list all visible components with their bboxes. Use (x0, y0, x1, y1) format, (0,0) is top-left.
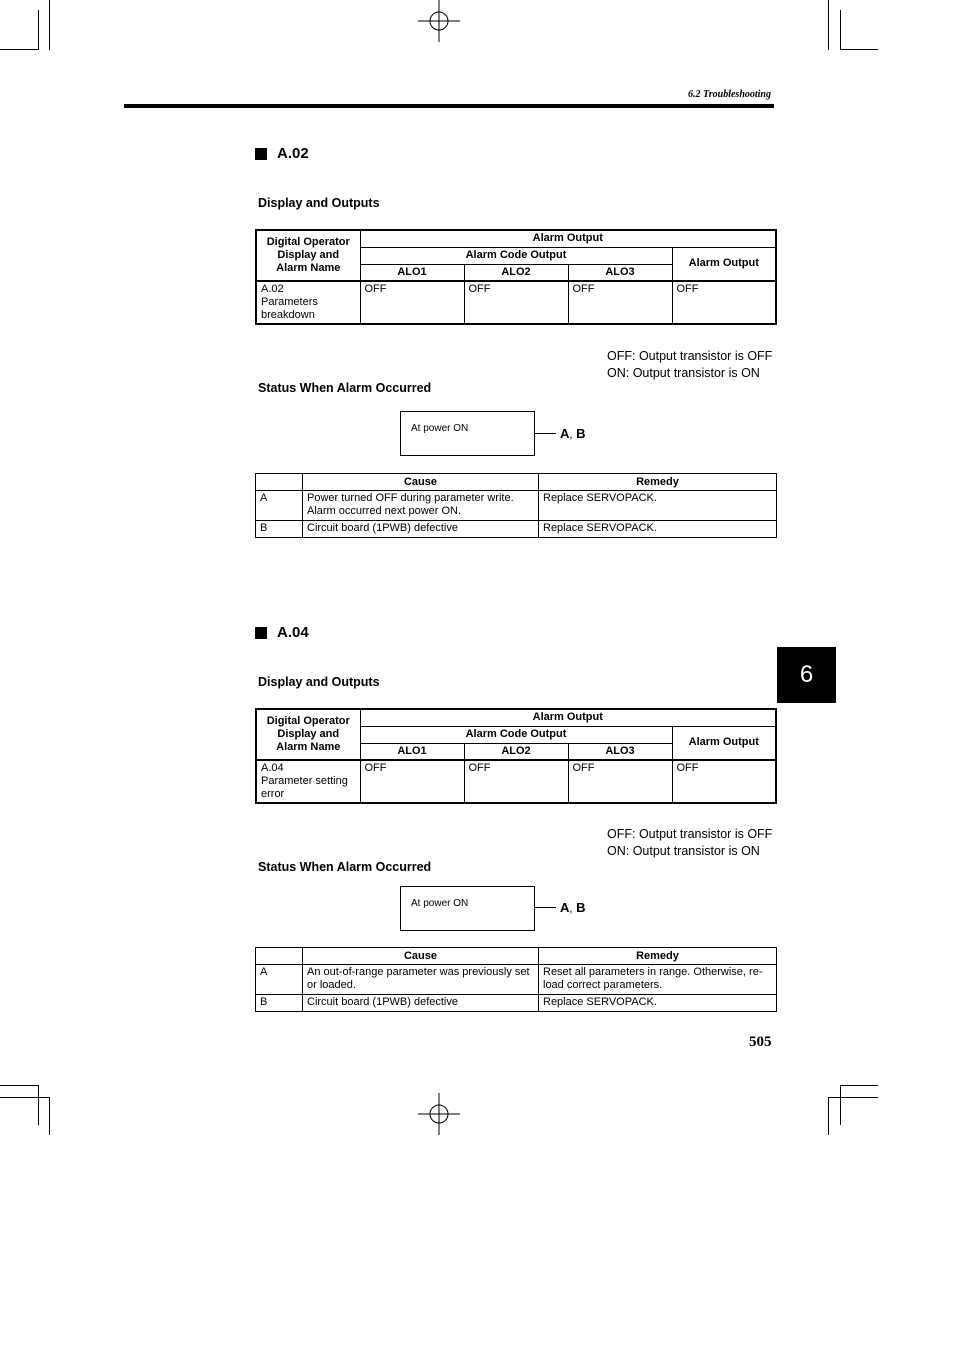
alo2-value: OFF (464, 760, 568, 803)
output-legend: OFF: Output transistor is OFF ON: Output transistor is ON (607, 827, 773, 858)
status-causes-label: A, B (560, 900, 586, 915)
cause-text: Power turned OFF during parameter write. Alarm occurred next power ON. (303, 491, 539, 521)
alarm-code-output-header: Alarm Code Output (360, 726, 672, 743)
display-outputs-heading: Display and Outputs (258, 675, 380, 689)
alo1-value: OFF (360, 760, 464, 803)
cause-id: A (256, 965, 303, 995)
section-title-a02: A.02 (255, 145, 309, 162)
alarm-name-header: Digital Operator Display and Alarm Name (256, 709, 360, 760)
alo1-header: ALO1 (360, 743, 464, 760)
cause-text: Circuit board (1PWB) defective (303, 995, 539, 1012)
alarm-name-cell: A.02 Parameters breakdown (256, 281, 360, 324)
alo2-header: ALO2 (464, 264, 568, 281)
remedy-header: Remedy (539, 948, 777, 965)
alo2-value: OFF (464, 281, 568, 324)
section-title-a04: A.04 (255, 624, 309, 641)
alo3-value: OFF (568, 760, 672, 803)
alo3-header: ALO3 (568, 264, 672, 281)
cause-remedy-table (255, 473, 777, 538)
status-heading: Status When Alarm Occurred (258, 381, 432, 395)
output-legend: OFF: Output transistor is OFF ON: Output transistor is ON (607, 349, 773, 380)
square-bullet-icon (255, 627, 267, 639)
alo3-header: ALO3 (568, 743, 672, 760)
alarm-output-table (255, 708, 777, 804)
alarm-code-output-header: Alarm Code Output (360, 247, 672, 264)
status-box: At power ON (400, 886, 535, 931)
registration-mark-top (418, 0, 460, 42)
alarm-output-header: Alarm Output (360, 709, 776, 726)
alo1-header: ALO1 (360, 264, 464, 281)
status-box: At power ON (400, 411, 535, 456)
status-connector (534, 433, 556, 434)
display-outputs-heading: Display and Outputs (258, 196, 380, 210)
cause-header: Cause (303, 948, 539, 965)
remedy-header: Remedy (539, 474, 777, 491)
remedy-text: Replace SERVOPACK. (539, 491, 777, 521)
alarm-output-col-header: Alarm Output (672, 247, 776, 281)
id-header (256, 948, 303, 965)
alarm-output-table (255, 229, 777, 325)
cause-text: An out-of-range parameter was previously set or loaded. (303, 965, 539, 995)
remedy-text: Replace SERVOPACK. (539, 521, 777, 538)
cause-remedy-table (255, 947, 777, 1012)
alarm-output-value: OFF (672, 281, 776, 324)
alarm-output-header: Alarm Output (360, 230, 776, 247)
alarm-name-cell: A.04 Parameter setting error (256, 760, 360, 803)
status-causes-label: A, B (560, 426, 586, 441)
remedy-text: Replace SERVOPACK. (539, 995, 777, 1012)
alarm-name-header: Digital Operator Display and Alarm Name (256, 230, 360, 281)
alarm-output-value: OFF (672, 760, 776, 803)
status-connector (534, 907, 556, 908)
cause-id: B (256, 521, 303, 538)
header-rule (124, 104, 774, 108)
alo3-value: OFF (568, 281, 672, 324)
cause-header: Cause (303, 474, 539, 491)
running-header: 6.2 Troubleshooting (688, 89, 771, 100)
alarm-output-col-header: Alarm Output (672, 726, 776, 760)
cause-text: Circuit board (1PWB) defective (303, 521, 539, 538)
id-header (256, 474, 303, 491)
alo1-value: OFF (360, 281, 464, 324)
alo2-header: ALO2 (464, 743, 568, 760)
cause-id: A (256, 491, 303, 521)
square-bullet-icon (255, 148, 267, 160)
page-number: 505 (749, 1034, 772, 1050)
status-heading: Status When Alarm Occurred (258, 860, 432, 874)
cause-id: B (256, 995, 303, 1012)
chapter-tab: 6 (777, 647, 836, 703)
registration-mark-bottom (418, 1093, 460, 1135)
remedy-text: Reset all parameters in range. Otherwise, re-load correct parameters. (539, 965, 777, 995)
